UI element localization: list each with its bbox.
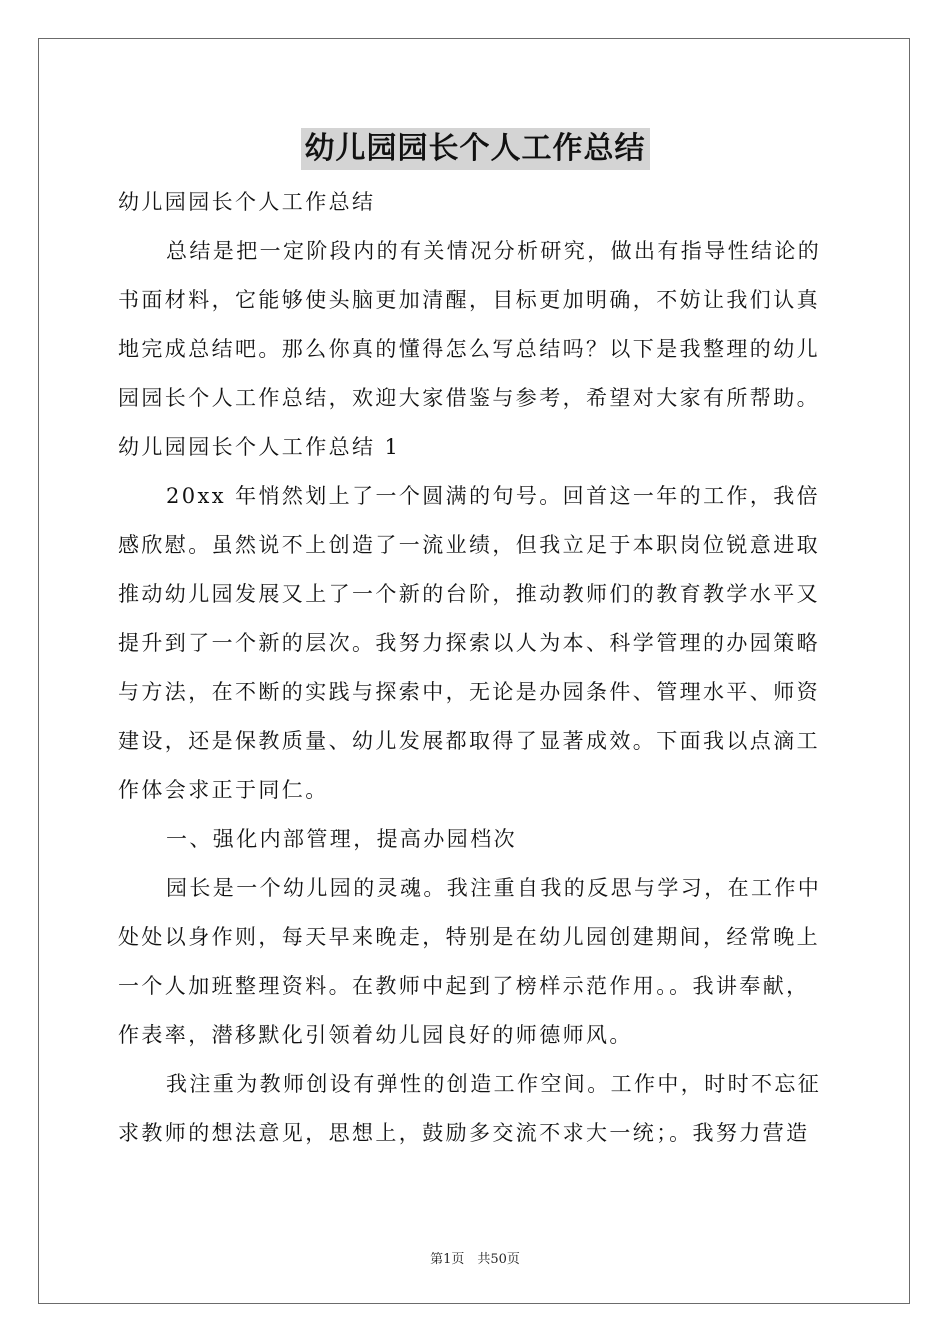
paragraph-line: 求教师的想法意见，思想上，鼓励多交流不求大一统；。我努力营造 — [118, 1121, 810, 1145]
paragraph-line: 与方法，在不断的实践与探索中，无论是办园条件、管理水平、师资 — [118, 680, 820, 704]
paragraph-line: 建设，还是保教质量、幼儿发展都取得了显著成效。下面我以点滴工 — [118, 729, 820, 753]
paragraph-line: 园长是一个幼儿园的灵魂。我注重自我的反思与学习，在工作中 — [166, 876, 822, 900]
document-title: 幼儿园园长个人工作总结 — [301, 128, 650, 170]
paragraph-line: 作表率，潜移默化引领着幼儿园良好的师德师风。 — [118, 1023, 633, 1047]
title-area — [0, 128, 950, 170]
paragraph-line: 书面材料，它能够使头脑更加清醒，目标更加明确，不妨让我们认真 — [118, 288, 820, 312]
subsection-heading: 一、强化内部管理，提高办园档次 — [166, 827, 517, 851]
paragraph-line: 处处以身作则，每天早来晚走，特别是在幼儿园创建期间，经常晚上 — [118, 925, 820, 949]
paragraph-line: 提升到了一个新的层次。我努力探索以人为本、科学管理的办园策略 — [118, 631, 820, 655]
paragraph-line: 一个人加班整理资料。在教师中起到了榜样示范作用。。我讲奉献， — [118, 974, 810, 998]
document-body — [118, 178, 834, 1158]
paragraph-line: 20xx 年悄然划上了一个圆满的句号。回首这一年的工作，我倍 — [166, 484, 821, 508]
paragraph-line: 作体会求正于同仁。 — [118, 778, 329, 802]
subtitle-line: 幼儿园园长个人工作总结 — [118, 190, 376, 214]
paragraph-line: 推动幼儿园发展又上了一个新的台阶，推动教师们的教育教学水平又 — [118, 582, 820, 606]
page-number-footer: 第1页 共50页 — [430, 1252, 520, 1267]
paragraph-line: 园园长个人工作总结，欢迎大家借鉴与参考，希望对大家有所帮助。 — [118, 386, 820, 410]
paragraph-line: 总结是把一定阶段内的有关情况分析研究，做出有指导性结论的 — [166, 239, 822, 263]
section-heading: 幼儿园园长个人工作总结 1 — [118, 435, 401, 459]
paragraph-line: 我注重为教师创设有弹性的创造工作空间。工作中，时时不忘征 — [166, 1072, 822, 1096]
paragraph-line: 感欣慰。虽然说不上创造了一流业绩，但我立足于本职岗位锐意进取 — [118, 533, 820, 557]
paragraph-line: 地完成总结吧。那么你真的懂得怎么写总结吗？以下是我整理的幼儿 — [118, 337, 820, 361]
